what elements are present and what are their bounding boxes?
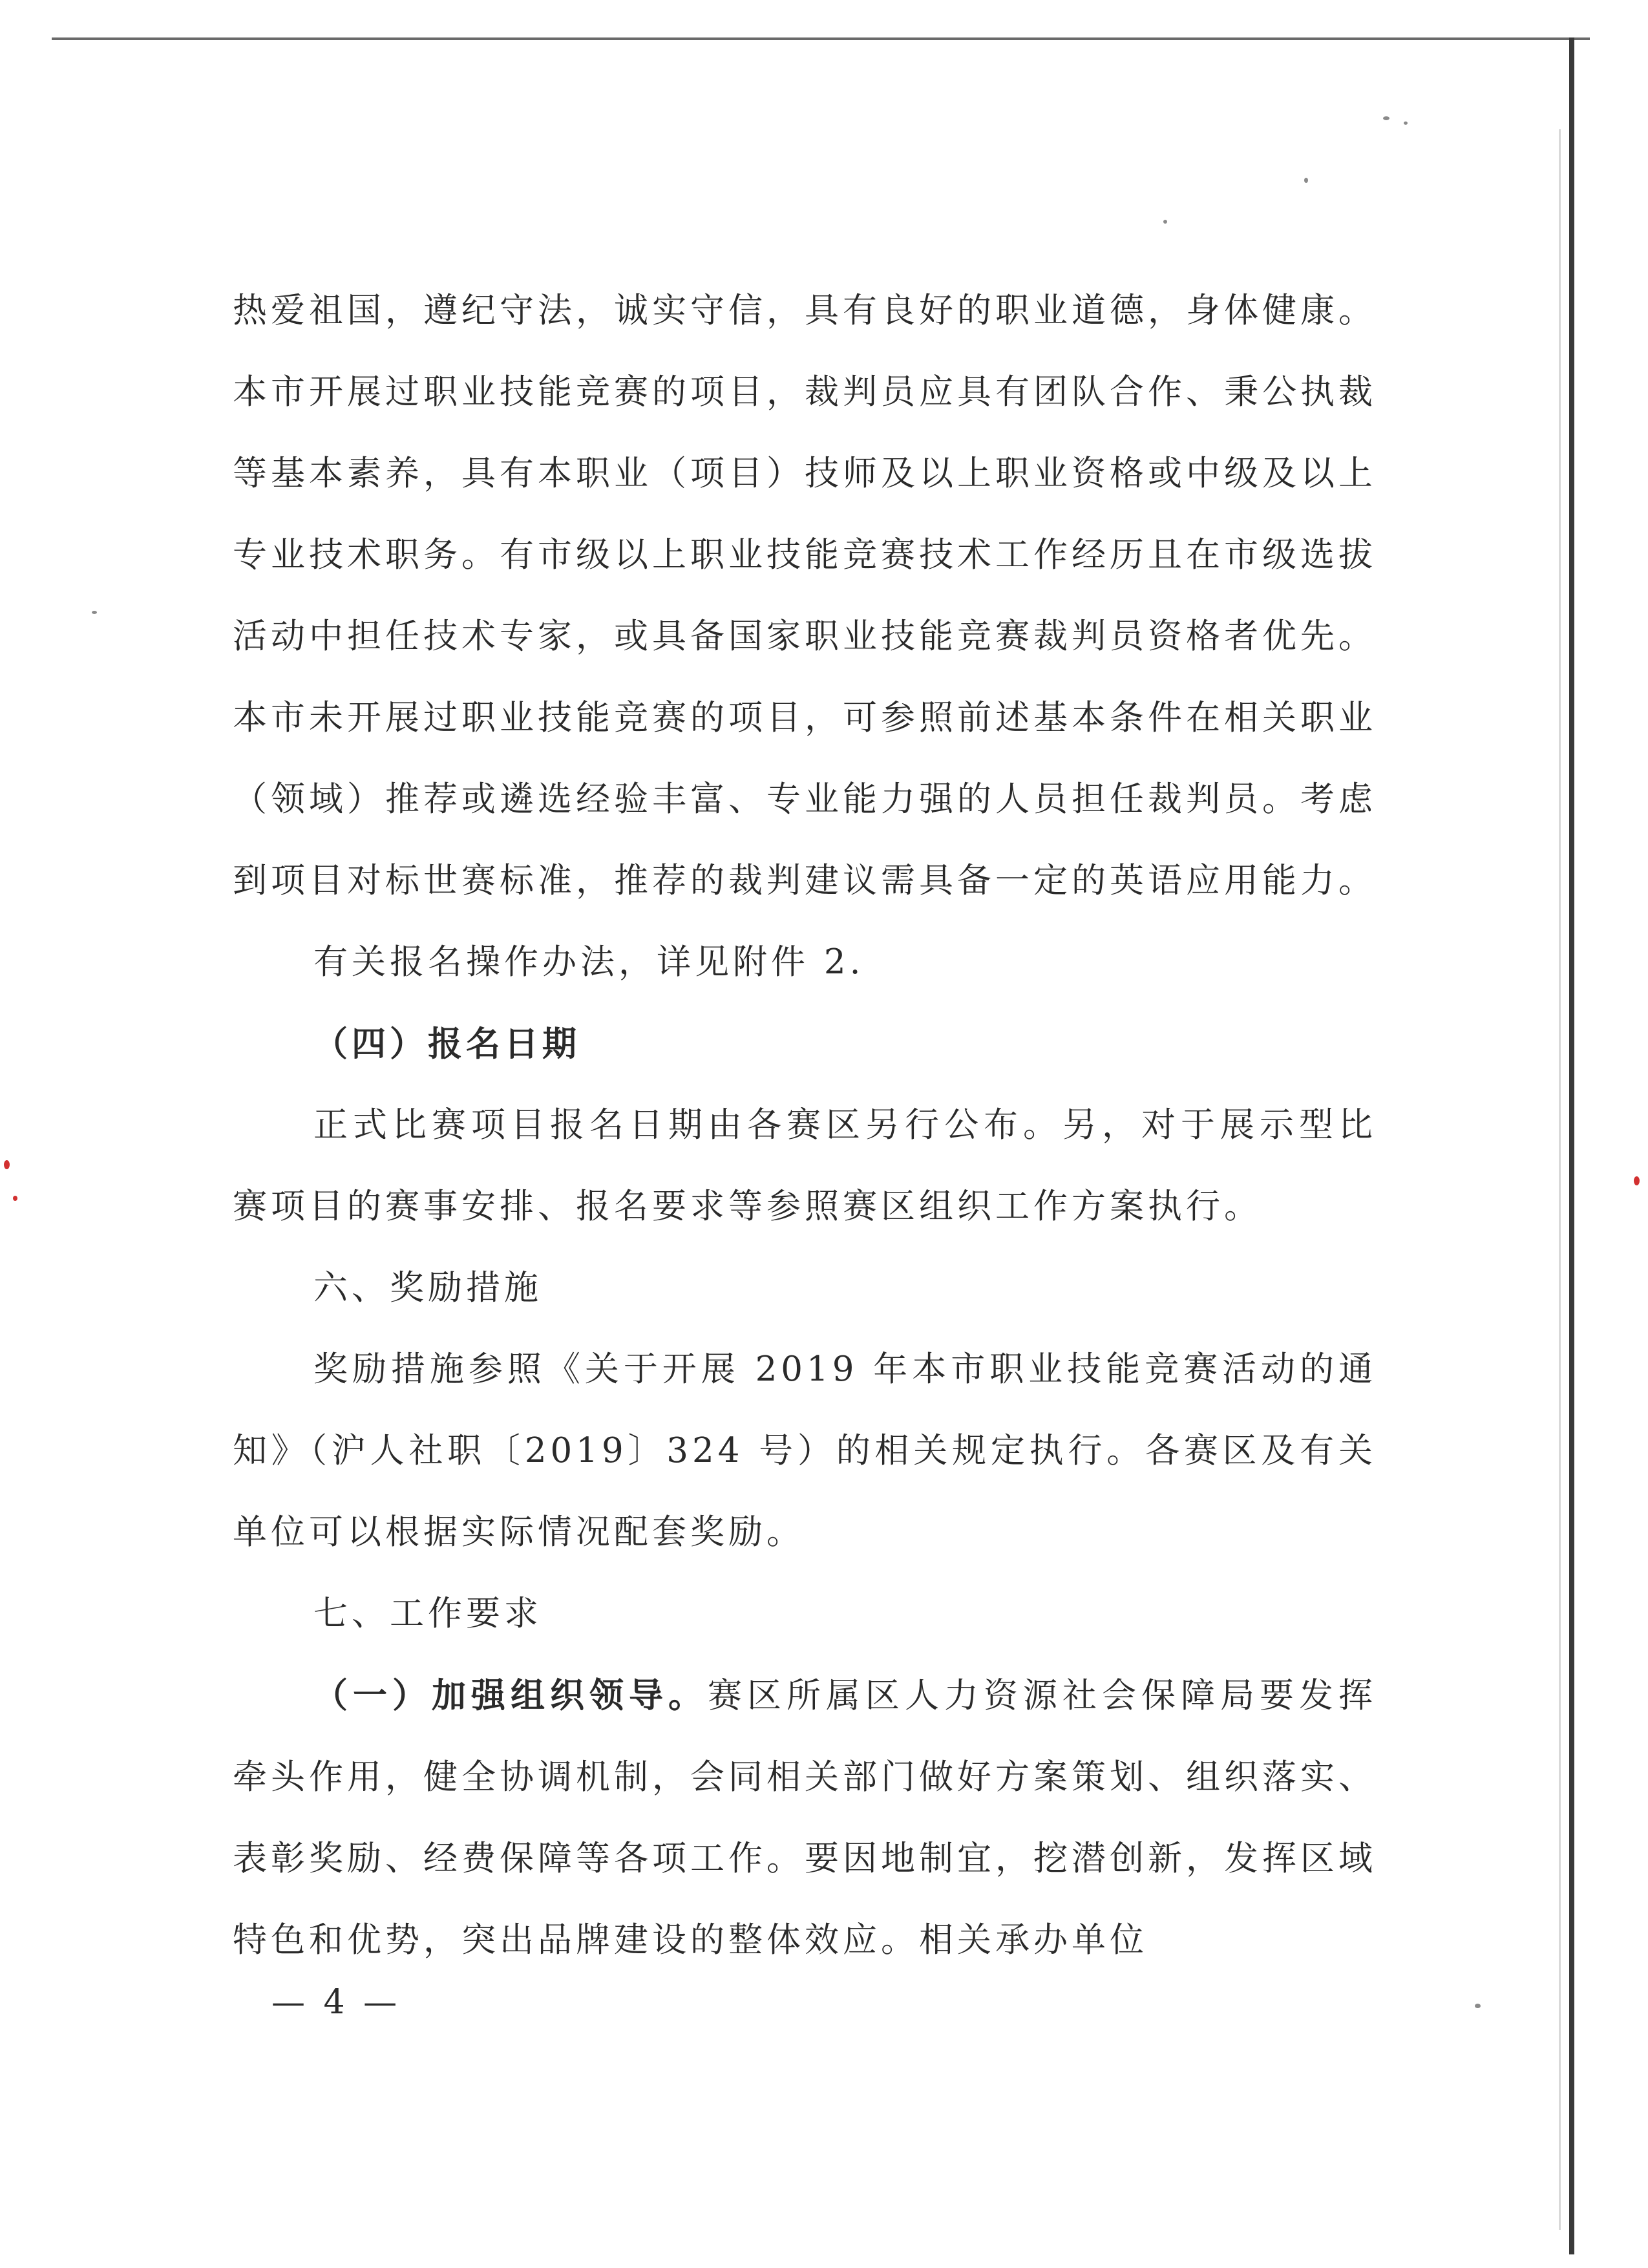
scan-red-mark [1634,1176,1640,1185]
section-heading-rewards: 六、奖励措施 [313,1268,542,1308]
paragraph-lead-organization: （一）加强组织领导。 [313,1675,708,1715]
paragraph-registration-date: 正式比赛项目报名日期由各赛区另行公布。另，对于展示型比赛项目的赛事安排、报名要求等参照赛区组织工作方案执行。 [233,1105,1377,1226]
section-heading-work-requirements: 七、工作要求 [313,1594,542,1633]
paragraph-body-organization: 赛区所属区人力资源社会保障局要发挥牵头作用，健全协调机制，会同相关部门做好方案策划、组织落实、表彰奖励、经费保障等各项工作。要因地制宜，挖潜创新，发挥区域特色和优势，突出品牌建设的整体效应。相关承办单位 [233,1676,1377,1960]
page-number: — 4 — [271,1983,401,2022]
scan-edge-top [52,37,1590,40]
paragraph-rewards: 奖励措施参照《关于开展 2019 年本市职业技能竞赛活动的通知》（沪人社职〔2019〕324 号）的相关规定执行。各赛区及有关单位可以根据实际情况配套奖励。 [233,1350,1377,1552]
scan-speck [1475,2004,1481,2008]
scan-red-mark [4,1160,10,1169]
scan-red-mark [13,1196,17,1201]
scan-edge-right [1569,37,1574,2254]
paragraph-organization-leadership [233,1655,1377,1981]
scan-speck [1304,178,1308,183]
document-body [233,270,1377,1981]
scan-speck [1163,220,1167,224]
scan-speck [1404,122,1408,125]
subheading-registration-date: （四）报名日期 [313,1024,580,1064]
scan-edge-shadow [1559,129,1561,2230]
scan-speck [92,611,97,614]
paragraph-referee-requirements: 热爱祖国，遵纪守法，诚实守信，具有良好的职业道德，身体健康。本市开展过职业技能竞赛的项目，裁判员应具有团队合作、秉公执裁等基本素养，具有本职业（项目）技师及以上职业资格或中级及以上专业技术职务。有市级以上职业技能竞赛技术工作经历且在市级选拔活动中担任技术专家，或具备国家职业技能竞赛裁判员资格者优先。本市未开展过职业技能竞赛的项目，可参照前述基本条件在相关职业（领域）推荐或遴选经验丰富、专业能力强的人员担任裁判员。考虑到项目对标世赛标准，推荐的裁判建议需具备一定的英语应用能力。 [233,291,1377,900]
scan-speck [1383,116,1389,120]
paragraph-registration-procedure: 有关报名操作办法，详见附件 2. [313,942,865,982]
